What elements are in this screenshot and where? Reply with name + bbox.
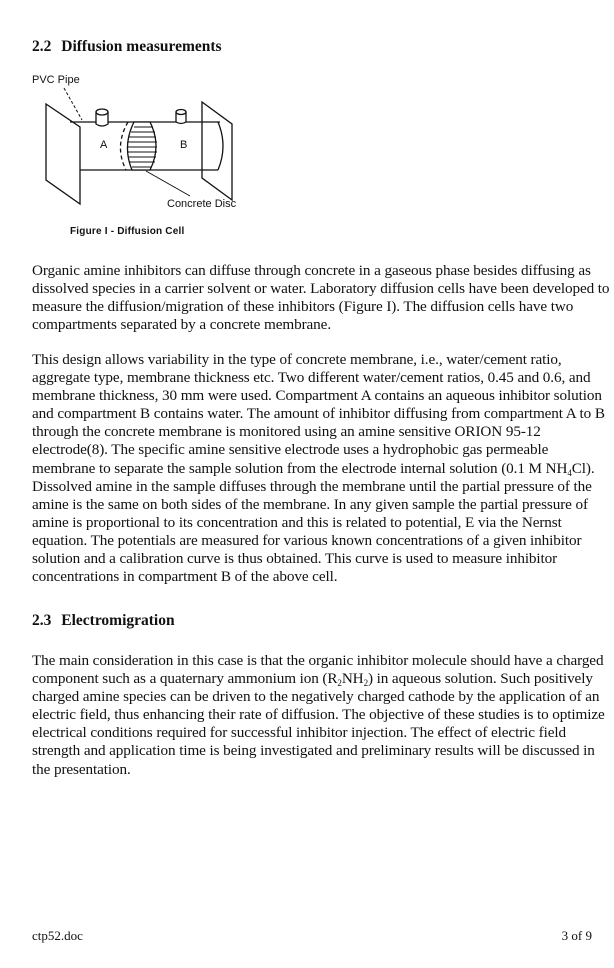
paragraph-text: This design allows variability in the type of concrete membrane, i.e., water/cement ratio, aggregate type, membrane thickness etc. Two different water/cement ratios, 0.45 and 0.6, and membrane thickness, 30 mm were used. Compartment A contains an aqueous inhibitor solution and compartment B contains water. The amount of inhibitor diffusing from compartment A to B through the concrete membrane is monitored using an amine sensitive ORION 95-12 electrode(8). The specific amine sensitive electrode uses a hydrophobic gas permeable membrane to separate the sample solution from the electrode internal solution (0.1 M NH (32, 351, 605, 477)
figure-caption: Figure I - Diffusion Cell (70, 226, 185, 237)
subscript: 4 (567, 467, 572, 478)
section-title: Diffusion measurements (61, 38, 222, 55)
paragraph-text: Cl). Dissolved amine in the sample diffuses through the membrane until the partial pressure of the amine is the same on both sides of the membrane. In any given sample the partial pressure of amine is proportional to its concentration and this is related to potential, E via the Nernst equation. The potentials are measured for various known concentrations of a given inhibitor solution and a calibration curve is thus obtained. This curve is used to measure inhibitor concentrations in compartment B of the above cell. (32, 459, 595, 586)
paragraph-text: ) in aqueous solution. Such positively charged amine species can be driven to the negatively charged cathode by the application of an electric field, thus enhancing their rate of diffusion. The objective of these studies is to optimize electrical conditions required for successful inhibitor injection. The effect of electric field strength and application time is being investigated and preliminary results will be discussed in the presentation. (32, 670, 605, 778)
concrete-disc (127, 122, 156, 170)
section-heading-electromigration (32, 612, 175, 630)
paragraph-text: The main consideration in this case is that the organic inhibitor molecule should have a charged component such as a quaternary ammonium ion (R (32, 652, 604, 688)
diffusion-cell-figure (30, 72, 270, 222)
compartment-a-label: A (100, 139, 108, 151)
paragraph-diffusion-intro: Organic amine inhibitors can diffuse through concrete in a gaseous phase besides diffusing as dissolved species in a carrier solvent or water. Laboratory diffusion cells have been developed to measure the diffusion/migration of these inhibitors (Figure I). The diffusion cells have two compartments separated by a concrete membrane. (32, 262, 610, 334)
section-title: Electromigration (61, 612, 175, 629)
paragraph-electromigration (32, 652, 612, 779)
footer-page-number: 3 of 9 (561, 928, 592, 943)
concrete-disc-label: Concrete Disc (167, 198, 237, 210)
left-end-plate (46, 104, 80, 204)
disc-leader-line (146, 171, 190, 196)
paragraph-diffusion-design (32, 351, 612, 586)
pvc-pipe-label: PVC Pipe (32, 74, 80, 86)
section-heading-diffusion (32, 38, 222, 56)
right-end-plate (202, 102, 232, 200)
port-a-top (96, 109, 108, 115)
section-number: 2.2 (32, 38, 52, 55)
pipe-leader-line (64, 88, 82, 120)
subscript: 2 (363, 678, 368, 689)
paragraph-text: NH (341, 670, 364, 688)
compartment-b-label: B (180, 139, 188, 151)
section-number: 2.3 (32, 612, 52, 629)
subscript: 2 (337, 678, 342, 689)
port-b-top (176, 110, 186, 115)
footer-filename: ctp52.doc (32, 928, 83, 943)
